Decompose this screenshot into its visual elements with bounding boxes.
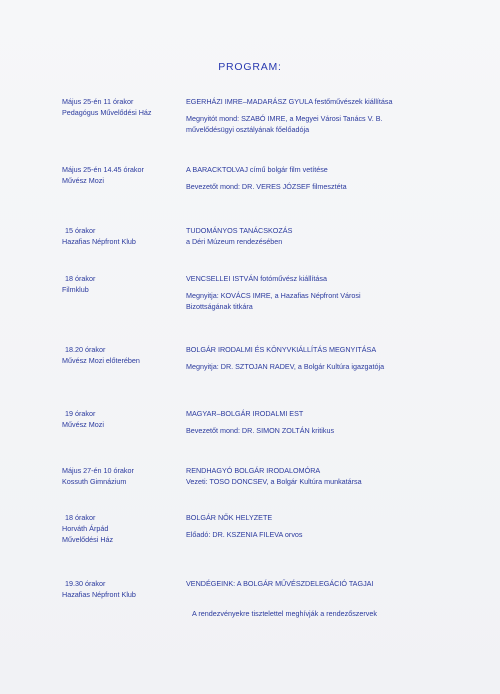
event-time: 19.30 órakor: [65, 579, 106, 588]
event-details: [186, 344, 384, 372]
event-time-place: [62, 273, 95, 295]
event-time: Május 25-én 11 órakor: [62, 97, 134, 106]
event-title: BOLGÁR NŐK HELYZETE: [186, 513, 273, 522]
event-time-place: [62, 512, 113, 545]
event-title: VENCSELLEI ISTVÁN fotóművész kiállítása: [186, 274, 328, 283]
event-details: [186, 578, 373, 589]
event-time: 18.20 órakor: [65, 345, 106, 354]
event-detail-line: a Déri Múzeum rendezésében: [186, 237, 283, 246]
event-venue: Művész Mozi: [62, 420, 104, 429]
event-details: [186, 408, 334, 436]
event-details: [186, 273, 361, 312]
event-venue: Kossuth Gimnázium: [62, 477, 127, 486]
event-time-place: [62, 578, 136, 600]
closing-note: A rendezvényekre tisztelettel meghívják a rendezőszervek: [192, 609, 377, 618]
event-venue: Filmklub: [62, 285, 89, 294]
event-time-place: [62, 344, 140, 366]
event-time-place: [62, 408, 104, 430]
event-time: Május 27-én 10 órakor: [62, 466, 134, 475]
event-details: [186, 465, 362, 487]
event-title: EGERHÁZI IMRE–MADARÁSZ GYULA festőművészek kiállítása: [186, 97, 393, 106]
page-title: PROGRAM:: [218, 61, 282, 73]
event-venue: Művész Mozi előterében: [62, 356, 140, 365]
event-time-place: [62, 465, 134, 487]
event-detail-line: Bevezetőt mond: DR. VERES JÓZSEF filmesztéta: [186, 182, 347, 191]
event-time: Május 25-én 14.45 órakor: [62, 165, 144, 174]
event-detail-line: Megnyitja: KOVÁCS IMRE, a Hazafias Népfront Városi: [186, 291, 361, 300]
event-title: RENDHAGYÓ BOLGÁR IRODALOMÓRA: [186, 466, 321, 475]
event-venue: Pedagógus Művelődési Ház: [62, 108, 152, 117]
event-time-place: [62, 164, 144, 186]
event-details: [186, 96, 393, 135]
event-venue: Művelődési Ház: [62, 535, 114, 544]
event-time: 18 órakor: [65, 274, 96, 283]
event-venue: Hazafias Népfront Klub: [62, 237, 136, 246]
event-detail-line: Megnyitja: DR. SZTOJAN RADEV, a Bolgár Kultúra igazgatója: [186, 362, 385, 371]
event-title: VENDÉGEINK: A BOLGÁR MŰVÉSZDELEGÁCIÓ TAGJAI: [186, 579, 374, 588]
event-venue: Horváth Árpád: [62, 524, 109, 533]
event-detail-line: Bevezetőt mond: DR. SIMON ZOLTÁN kritikus: [186, 426, 335, 435]
event-details: [186, 512, 303, 540]
event-title: BOLGÁR IRODALMI ÉS KÖNYVKIÁLLÍTÁS MEGNYITÁSA: [186, 345, 377, 354]
event-detail-line: művelődésügyi osztályának főelőadója: [186, 125, 310, 134]
event-time: 18 órakor: [65, 513, 96, 522]
event-venue: Művész Mozi: [62, 176, 104, 185]
event-time-place: [62, 96, 152, 118]
event-detail-line: Megnyitót mond: SZABÓ IMRE, a Megyei Városi Tanács V. B.: [186, 114, 383, 123]
event-time: 19 órakor: [65, 409, 96, 418]
event-title: TUDOMÁNYOS TANÁCSKOZÁS: [186, 226, 293, 235]
event-details: [186, 164, 347, 192]
event-time-place: [62, 225, 136, 247]
event-time: 15 órakor: [65, 226, 96, 235]
event-details: [186, 225, 292, 247]
event-detail-line: Előadó: DR. KSZENIA FILEVA orvos: [186, 530, 303, 539]
event-title: MAGYAR–BOLGÁR IRODALMI EST: [186, 409, 304, 418]
event-detail-line: Bizottságának titkára: [186, 302, 253, 311]
event-title: A BARACKTOLVAJ című bolgár film vetítése: [186, 165, 328, 174]
event-venue: Hazafias Népfront Klub: [62, 590, 136, 599]
event-detail-line: Vezeti: TOSO DONCSEV, a Bolgár Kultúra munkatársa: [186, 477, 362, 486]
